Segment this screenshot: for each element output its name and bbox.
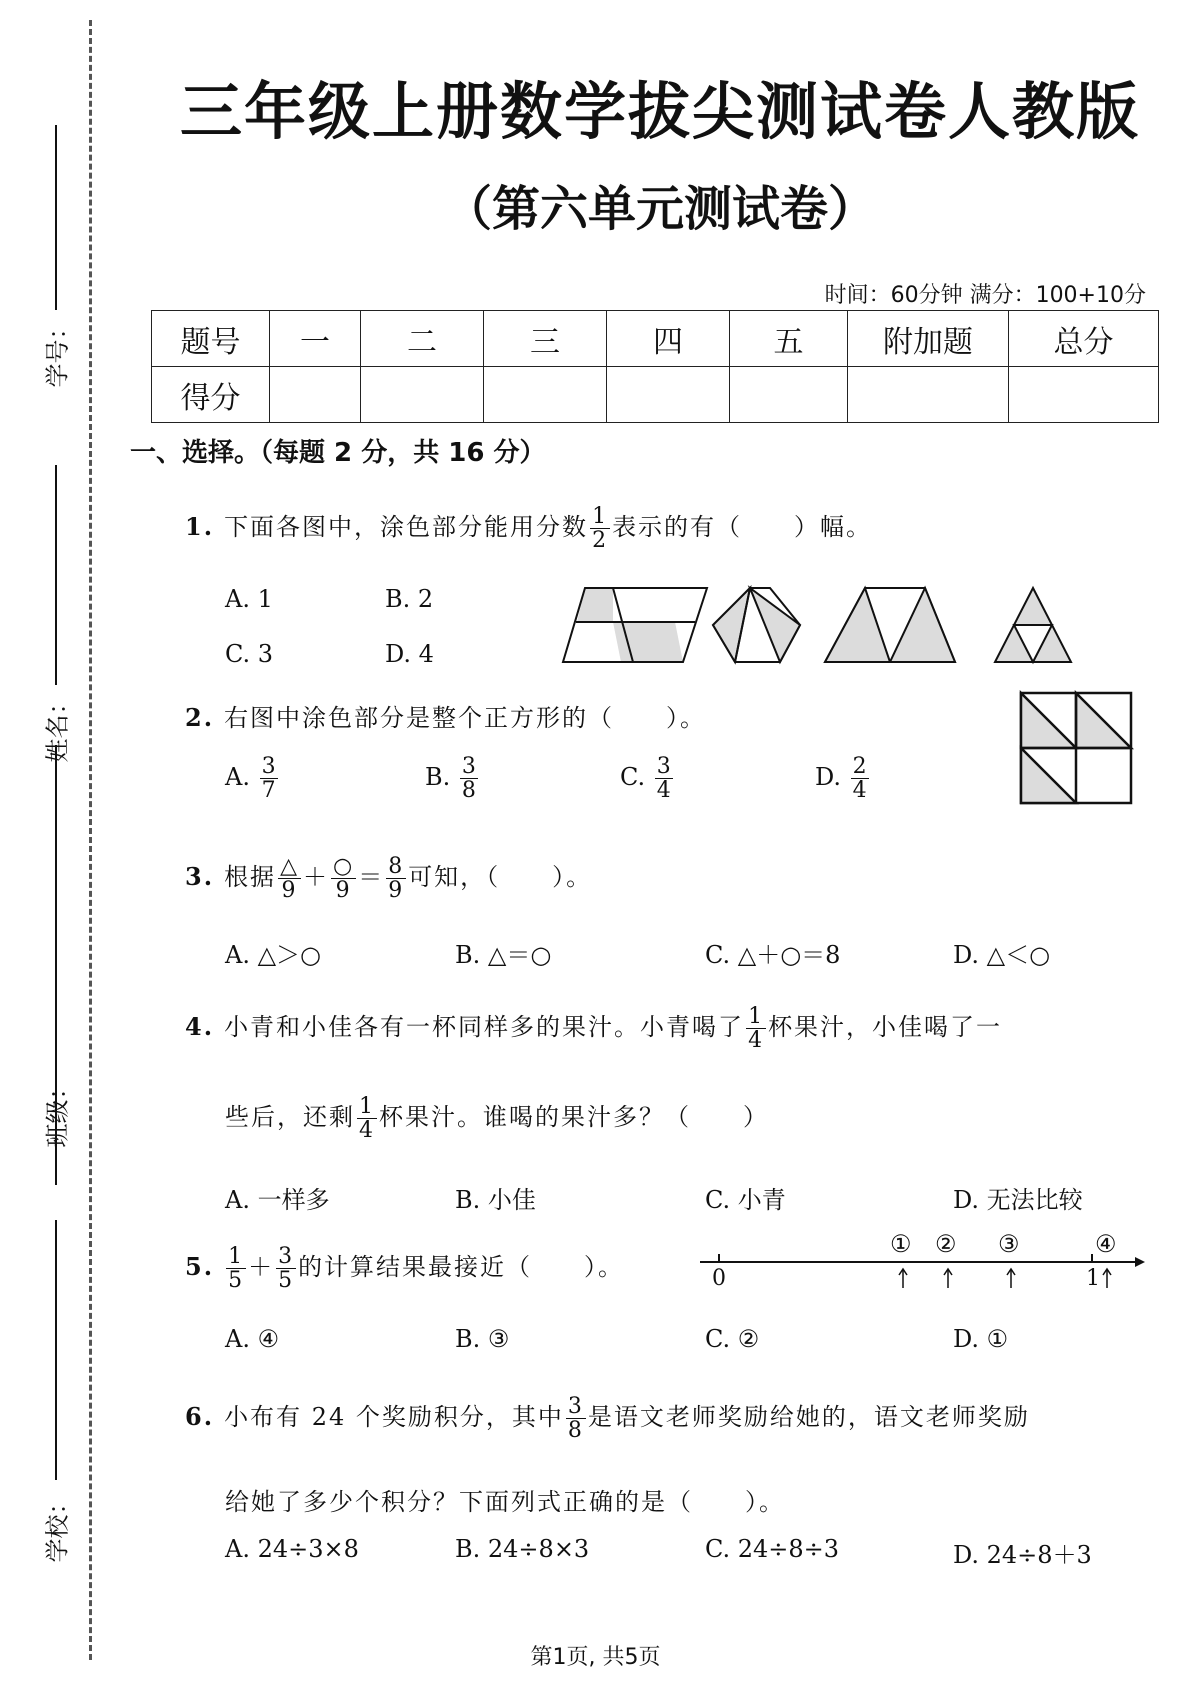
fraction (590, 505, 610, 552)
student-id-line[interactable] (55, 125, 57, 310)
score-table (151, 310, 1159, 423)
option-a[interactable]: A. 一样多 (225, 1186, 330, 1214)
question-5 (185, 1245, 624, 1292)
option-b[interactable]: B. 2 (385, 585, 434, 613)
binding-dashed-line (89, 20, 92, 1660)
score-input-cell[interactable] (361, 367, 484, 423)
numerator: 8 (388, 854, 405, 879)
option-b[interactable]: B. △＝○ (455, 941, 552, 969)
denominator: 9 (281, 878, 298, 904)
numerator: 1 (592, 504, 609, 529)
denominator: 8 (461, 778, 476, 804)
question-3 (185, 855, 592, 902)
tick-label-1: 1 (1086, 1266, 1100, 1291)
equals-sign: ＝ (358, 863, 385, 892)
question-text: 杯果汁。谁喝的果汁多？（ ） (379, 1103, 769, 1132)
question-number: 4. (185, 1012, 215, 1042)
plus-sign: ＋ (302, 863, 329, 892)
denominator: 4 (852, 778, 867, 804)
question-4-line2 (225, 1095, 769, 1142)
mark-3: ③ (998, 1230, 1020, 1258)
question-number: 3. (185, 862, 215, 892)
q1-figures (555, 580, 1175, 670)
page-subtitle: （第六单元测试卷） (443, 181, 876, 237)
score-input-cell[interactable] (270, 367, 361, 423)
triangle-figure (995, 588, 1071, 662)
question-text: 表示的有（ ）幅。 (612, 513, 873, 542)
score-input-cell[interactable] (484, 367, 607, 423)
option-c[interactable]: C. ② (705, 1325, 760, 1353)
name-line[interactable] (55, 465, 57, 685)
question-text: 右图中涂色部分是整个正方形的（ ）。 (224, 704, 707, 732)
denominator: 4 (748, 1028, 765, 1054)
denominator: 2 (592, 528, 609, 554)
cell-header: 题号 (152, 311, 270, 367)
denominator: 5 (278, 1268, 295, 1294)
name-label: 姓名： (43, 690, 72, 763)
option-label: A. (225, 763, 250, 792)
question-number: 6. (185, 1402, 215, 1432)
option-a[interactable]: A. △＞○ (225, 941, 321, 969)
option-b[interactable]: B. 小佳 (455, 1186, 536, 1214)
option-c[interactable] (620, 755, 675, 802)
option-d[interactable]: D. 无法比较 (953, 1186, 1083, 1214)
score-table-header-row (152, 311, 1159, 367)
tick-label-0: 0 (712, 1266, 726, 1291)
section-title: 一、选择。（每题 2 分，共 16 分） (130, 438, 546, 468)
option-label: B. (425, 763, 451, 792)
option-c[interactable]: C. 小青 (705, 1186, 786, 1214)
numerator: 3 (656, 754, 671, 779)
page-title: 三年级上册数学拔尖测试卷人教版 (179, 75, 1140, 148)
numerator: ○ (332, 854, 355, 879)
denominator: 9 (335, 878, 352, 904)
parallelogram-figure (563, 588, 707, 662)
exam-meta: 时间：60分钟 满分：100+10分 (824, 283, 1146, 308)
question-text: 些后，还剩 (225, 1103, 355, 1132)
numerator: △ (280, 854, 299, 879)
score-input-cell[interactable] (607, 367, 730, 423)
option-a[interactable] (225, 755, 280, 802)
numerator: 3 (461, 754, 476, 779)
cell-header: 三 (484, 311, 607, 367)
option-c[interactable]: C. 3 (225, 640, 274, 668)
numerator: 3 (278, 1244, 295, 1269)
question-text: 可知，（ ）。 (408, 863, 593, 892)
mark-1: ① (890, 1230, 912, 1258)
numerator: 2 (852, 754, 867, 779)
score-input-cell[interactable] (1009, 367, 1159, 423)
option-b[interactable]: B. 24÷8×3 (455, 1535, 590, 1563)
denominator: 4 (656, 778, 671, 804)
option-label: D. (815, 763, 842, 792)
option-d[interactable]: D. 4 (385, 640, 434, 668)
score-table-score-row (152, 367, 1159, 423)
denominator: 4 (359, 1118, 375, 1144)
question-6-line2: 给她了多少个积分？下面列式正确的是（ ）。 (225, 1488, 785, 1516)
student-id-label: 学号： (43, 315, 72, 388)
cell-header: 附加题 (848, 311, 1009, 367)
school-line[interactable] (55, 1220, 57, 1480)
question-text: 的计算结果最接近（ ）。 (298, 1253, 625, 1282)
numerator: 3 (567, 1394, 584, 1419)
score-input-cell[interactable] (730, 367, 848, 423)
option-d[interactable]: D. ① (953, 1325, 1009, 1353)
question-4 (185, 1005, 1002, 1052)
numerator: 1 (748, 1004, 765, 1029)
option-label: C. (620, 763, 646, 792)
question-text: 小青和小佳各有一杯同样多的果汁。小青喝了 (224, 1013, 745, 1042)
score-input-cell[interactable] (848, 367, 1009, 423)
question-text: 杯果汁，小佳喝了一 (768, 1013, 1003, 1042)
q2-square-figure (1018, 690, 1138, 808)
numerator: 3 (261, 754, 276, 779)
question-2 (185, 698, 706, 733)
option-d[interactable] (815, 755, 871, 802)
option-b[interactable] (425, 755, 480, 802)
school-label: 学校： (43, 1490, 72, 1563)
cell-header: 五 (730, 311, 848, 367)
number-line-axis (695, 1228, 1145, 1298)
option-d[interactable]: D. △＜○ (953, 941, 1051, 969)
hexagon-figure (713, 588, 800, 662)
mark-2: ② (935, 1230, 957, 1258)
trapezoid-figure (825, 588, 955, 662)
cell-header: 四 (607, 311, 730, 367)
cell-header: 二 (361, 311, 484, 367)
plus-sign: ＋ (248, 1253, 275, 1282)
denominator: 8 (567, 1418, 584, 1444)
question-6 (185, 1395, 1030, 1442)
numerator: 1 (228, 1244, 245, 1269)
cell-header: 总分 (1009, 311, 1159, 367)
option-c[interactable]: C. △＋○＝8 (705, 941, 841, 969)
question-number: 5. (185, 1252, 215, 1282)
option-b[interactable]: B. ③ (455, 1325, 510, 1353)
class-label: 班级： (43, 1075, 72, 1148)
option-a[interactable]: A. 1 (225, 585, 273, 613)
numerator: 1 (359, 1094, 375, 1119)
page-footer: 第1页, 共5页 (530, 1645, 661, 1670)
option-a[interactable]: A. 24÷3×8 (225, 1535, 359, 1563)
cell-score-label: 得分 (152, 367, 270, 423)
question-text: 根据 (224, 863, 277, 892)
denominator: 9 (388, 878, 405, 904)
question-1 (185, 505, 872, 552)
question-number: 2. (185, 703, 215, 732)
option-a[interactable]: A. ④ (225, 1325, 280, 1353)
option-c[interactable]: C. 24÷8÷3 (705, 1535, 840, 1563)
question-number: 1. (185, 512, 215, 542)
cell-header: 一 (270, 311, 361, 367)
mark-4: ④ (1095, 1230, 1117, 1258)
number-line (695, 1228, 1145, 1298)
option-d[interactable]: D. 24÷8＋3 (953, 1541, 1092, 1569)
question-text: 下面各图中，涂色部分能用分数 (224, 513, 589, 542)
denominator: 7 (261, 778, 276, 804)
question-text: 小布有 24 个奖励积分，其中 (224, 1403, 564, 1432)
denominator: 5 (228, 1268, 245, 1294)
question-text: 是语文老师奖励给她的，语文老师奖励 (587, 1403, 1030, 1432)
